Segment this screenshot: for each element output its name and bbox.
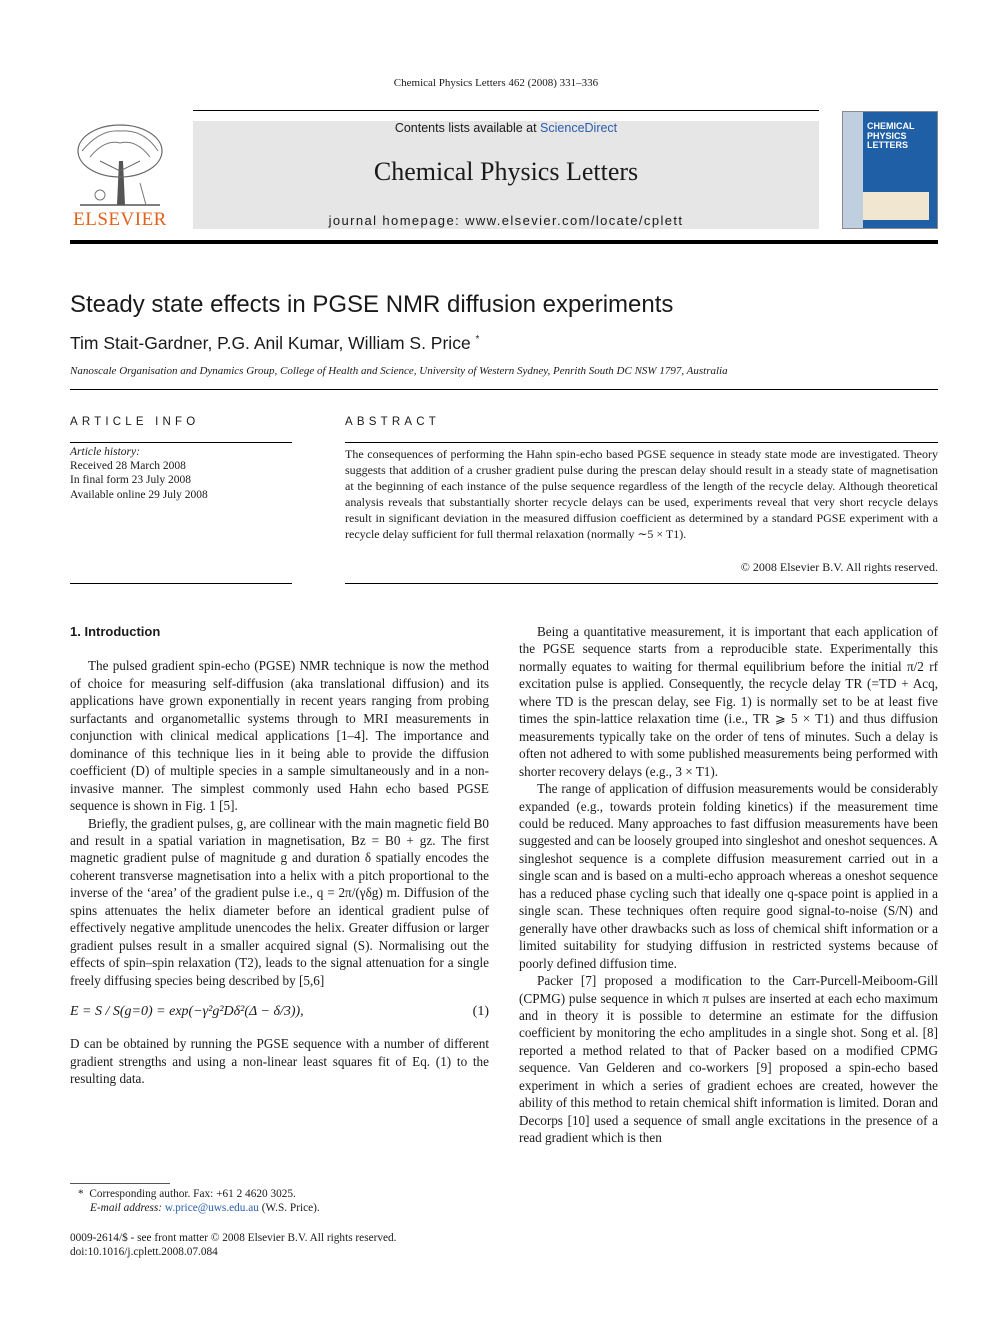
article-history xyxy=(70,445,292,502)
final-form-date: In final form 23 July 2008 xyxy=(70,474,192,487)
copyright: © 2008 Elsevier B.V. All rights reserved. xyxy=(740,560,938,574)
intro-paragraph-2: Briefly, the gradient pulses, g, are collinear with the main magnetic field B0 and result in a spatial variation in magnetisation, Bz = B0 + gz. The first magnetic gradient pulse of magnitude g and duration δ spatially encodes the coherent transverse magnetisation into a helix with a pitch proportional to the inverse of the ‘area’ of the gradient pulse i.e., q = 2π/(γδg) m. Diffusion of the spins attenuates the helix diameter before an identical gradient pulse of effectively negative amplitude unencodes the helix. Greater diffusion or larger gradient pulses result in a smaller acquired signal (S). Normalising out the effects of spin–spin relaxation (T2), leads to the signal attenuation for a single freely diffusing species being described by [5,6] xyxy=(70,815,489,988)
title-rule xyxy=(70,389,938,390)
doi-line[interactable]: doi:10.1016/j.cplett.2008.07.084 xyxy=(70,1246,218,1258)
tree-icon xyxy=(70,121,170,207)
affiliation: Nanoscale Organisation and Dynamics Group, College of Health and Science, University of Western Sydney, Penrith South DC NSW 1797, Australia xyxy=(70,365,728,377)
footnote-corresponding: * Corresponding author. Fax: +61 2 4620 3025. xyxy=(78,1188,296,1200)
abstract-text: The consequences of performing the Hahn spin-echo based PGSE sequence in steady state mode are investigated. Theory suggests that addition of a crusher gradient pulse during the prescan delay should result in a steady state of magnetisation at the beginning of each instance of the pulse sequence regardless of the length of the recycle delay. Although theoretical analysis reveals that substantially shorter recycle delays can be used, experiments reveal that very short recycle delays result in significant deviation in the measured diffusion coefficient as determined by a standard PGSE experiment with a recycle delay sufficient for full thermal relaxation (normally ∼5 × T1). xyxy=(345,447,938,541)
banner-thick-rule xyxy=(70,240,938,244)
left-column xyxy=(70,623,489,1087)
journal-banner xyxy=(193,121,819,229)
equation-1-body: E = S / S(g=0) = exp(−γ²g²Dδ²(Δ − δ/3)), xyxy=(70,1004,304,1020)
section-heading-introduction: 1. Introduction xyxy=(70,624,161,639)
online-date: Available online 29 July 2008 xyxy=(70,488,208,501)
history-label: Article history: xyxy=(70,446,140,458)
intro-paragraph-4: Being a quantitative measurement, it is important that each application of the PGSE sequence starts from a reproducible state. Experimentally this normally equates to waiting for thermal equilibrium before the initial π/2 rf excitation pulse is applied. Consequently, the recycle delay TR (=TD + Acq, where TD is the prescan delay, see Fig. 1) is normally set to be at least five times the spin-lattice relaxation time (i.e., TR ⩾ 5 × T1) and thus diffusion measurements typically take on the order of tens of minutes. Such a delay is often not adhered to with some published measurements being performed with shorter recovery delays (e.g., 3 × T1). xyxy=(519,624,938,779)
sciencedirect-link[interactable]: ScienceDirect xyxy=(540,121,618,135)
elsevier-logo xyxy=(70,121,170,231)
abstract-rule xyxy=(345,442,938,443)
author-list: Tim Stait-Gardner, P.G. Anil Kumar, William S. Price * xyxy=(70,333,480,353)
cover-title: CHEMICAL PHYSICS LETTERS xyxy=(867,121,915,150)
journal-name: Chemical Physics Letters xyxy=(373,157,639,186)
cover-illustration xyxy=(863,192,929,220)
email-link[interactable]: w.price@uws.edu.au xyxy=(164,1202,259,1214)
intro-paragraph-1: The pulsed gradient spin-echo (PGSE) NMR technique is now the method of choice for measuring self-diffusion (aka translational diffusion) and its applications have grown exponentially in recent years ranging from probing surfactants and organometallic systems through to MRI measurements in conjunction with clinical medical applications [1–4]. The importance and dominance of this technique lies in it being able to provide the diffusion coefficient (D) of multiple species in a sample simultaneously and in a non-invasive manner. The simplest commonly used Hahn echo based PGSE sequence is shown in Fig. 1 [5]. xyxy=(70,658,489,814)
abstract-bottom-rule xyxy=(345,583,938,584)
abstract-heading: ABSTRACT xyxy=(345,416,440,428)
intro-paragraph-5: The range of application of diffusion measurements would be considerably expanded (e.g., towards protein folding kinetics) if the measurement time could be reduced. Many approaches to fast diffusion measurements have been suggested and can be loosely grouped into singleshot and oneshot sequences. A singleshot sequence is a complete diffusion measurement carried out in a single scan and is based on a multi-echo approach whereas a oneshot sequence has a reduced phase cycling such that ideally one q-space point is applied in a single scan. These techniques often require good signal-to-noise (S/N) and generally have other drawbacks such as loss of chemical shift information or a limited suitability for studying diffusion in restricted systems because of poorly defined diffusion time. xyxy=(519,781,938,971)
footnote xyxy=(78,1187,488,1215)
homepage-link[interactable]: www.elsevier.com/locate/cplett xyxy=(465,213,684,228)
footnote-rule xyxy=(70,1183,170,1184)
contents-line: Contents lists available at ScienceDirect xyxy=(394,121,618,135)
footnote-email: E-mail address: w.price@uws.edu.au (W.S. Price). xyxy=(90,1202,320,1214)
intro-paragraph-6: Packer [7] proposed a modification to the Carr-Purcell-Meiboom-Gill (CPMG) pulse sequence in which π pulses are inserted at each echo maximum and in theory it is possible to determine an estimate for the diffusion coefficient by monitoring the echo amplitudes in a single shot. Song et al. [8] reported a method related to that of Packer based on a modified CPMG sequence. Van Gelderen and co-workers [9] proposed a spin-echo based experiment in which a series of gradient echoes are created, however the ability of this method to retain chemical shift information is limited. Doran and Decorps [10] used a sequence of small angle excitations in the presence of a read gradient which is then xyxy=(519,973,938,1146)
article-info-bottom-rule xyxy=(70,583,292,584)
issn-line: 0009-2614/$ - see front matter © 2008 Elsevier B.V. All rights reserved. xyxy=(70,1232,397,1244)
right-column xyxy=(519,623,938,1147)
header-rule xyxy=(193,110,819,111)
journal-cover-image xyxy=(842,111,938,229)
journal-citation: Chemical Physics Letters 462 (2008) 331–336 xyxy=(393,77,599,89)
journal-homepage: journal homepage: www.elsevier.com/locate/cplett xyxy=(328,213,684,228)
elsevier-wordmark: ELSEVIER xyxy=(73,209,167,230)
received-date: Received 28 March 2008 xyxy=(70,460,186,473)
equation-1 xyxy=(70,989,489,1035)
cover-strip xyxy=(843,112,863,228)
equation-1-number: (1) xyxy=(472,1004,489,1020)
corresponding-mark[interactable]: * xyxy=(475,334,480,346)
intro-paragraph-3: D can be obtained by running the PGSE sequence with a number of different gradient strengths and using a non-linear least squares fit of Eq. (1) to the resulting data. xyxy=(70,1036,489,1086)
article-info-heading: ARTICLE INFO xyxy=(70,416,200,428)
front-matter xyxy=(70,1231,500,1259)
article-title: Steady state effects in PGSE NMR diffusion experiments xyxy=(70,291,674,318)
article-info-rule xyxy=(70,442,292,443)
